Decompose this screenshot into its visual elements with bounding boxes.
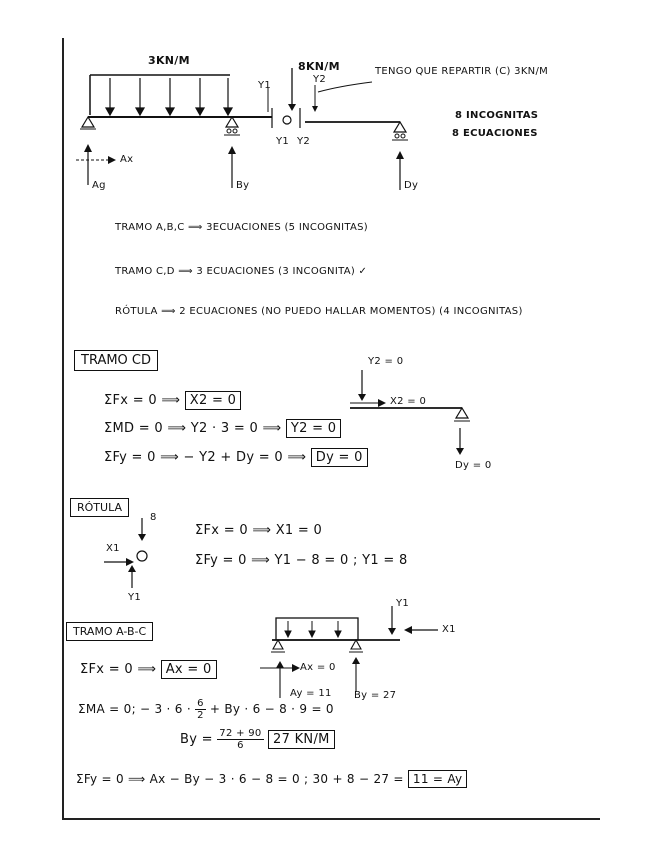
fig-cd-dy: Dy = 0 <box>455 460 492 471</box>
tramo-abc-eq1-box: Ax = 0 <box>161 660 217 679</box>
y2-bottom-label: Y2 <box>297 136 311 147</box>
fig-abc-ax: Ax = 0 <box>300 662 336 673</box>
ax-label: Ax <box>120 154 134 165</box>
fig-abc-by: By = 27 <box>354 690 397 701</box>
tramo-abc-eq2-frac-den: 2 <box>197 710 204 721</box>
line-tramo-cd: TRAMO C,D ⟹ 3 ECUACIONES (3 INCOGNITA) ✓ <box>115 266 368 277</box>
tramo-cd-title: TRAMO CD <box>74 350 158 371</box>
tramo-abc-eq2 <box>78 698 334 721</box>
fig-rotula-8: 8 <box>150 512 157 523</box>
tramo-cd-eq1-text: ΣFx = 0 ⟹ <box>104 393 181 408</box>
tramo-abc-eq3-box: 27 KN/M <box>268 730 335 749</box>
tramo-abc-eq1 <box>80 662 217 677</box>
tramo-cd-eq1-box: X2 = 0 <box>185 391 241 410</box>
tramo-cd-eq3-box: Dy = 0 <box>311 448 368 467</box>
tramo-abc-eq3 <box>180 728 335 751</box>
summary-equations: 8 ECUACIONES <box>452 128 538 139</box>
tramo-abc-eq4-text: ΣFy = 0 ⟹ Ax − By − 3 · 6 − 8 = 0 ; 30 + 8 − 27 = <box>76 772 404 786</box>
y2-top-label: Y2 <box>313 74 327 85</box>
fig-cd-x2: X2 = 0 <box>390 396 427 407</box>
by-label: By <box>236 180 250 191</box>
fig-abc-y1: Y1 <box>396 598 410 609</box>
rotula-eq2: ΣFy = 0 ⟹ Y1 − 8 = 0 ; Y1 = 8 <box>195 553 408 568</box>
dy-label: Dy <box>404 180 419 191</box>
fig-abc-x1: X1 <box>442 624 456 635</box>
ag-label: Ag <box>92 180 106 191</box>
tramo-cd-eq3-text: ΣFy = 0 ⟹ − Y2 + Dy = 0 ⟹ <box>104 450 307 465</box>
tramo-abc-eq3-fraction <box>217 728 263 751</box>
rotula-title: RÓTULA <box>70 498 129 517</box>
y1-top-label: Y1 <box>258 80 272 91</box>
tramo-abc-eq4 <box>76 772 467 786</box>
tramo-abc-eq3-frac-den: 6 <box>237 740 244 751</box>
fig-rotula-x1: X1 <box>106 543 120 554</box>
load-right-label: 8KN/M <box>298 60 340 73</box>
tramo-abc-eq4-box: 11 = Ay <box>408 770 468 788</box>
tramo-abc-eq1-text: ΣFx = 0 ⟹ <box>80 662 157 677</box>
fig-rotula-y1: Y1 <box>128 592 142 603</box>
load-left-label: 3KN/M <box>148 54 190 67</box>
tramo-abc-eq2-frac-num: 6 <box>197 698 204 709</box>
tramo-cd-eq2-text: ΣMD = 0 ⟹ Y2 · 3 = 0 ⟹ <box>104 421 282 436</box>
line-rotula: RÓTULA ⟹ 2 ECUACIONES (NO PUEDO HALLAR MOMENTOS) (4 INCOGNITAS) <box>115 306 523 317</box>
tramo-abc-eq2-fraction <box>195 698 206 721</box>
fig-cd-y2: Y2 = 0 <box>368 356 404 367</box>
fig-abc-ay: Ay = 11 <box>290 688 332 699</box>
tramo-abc-eq2-text-a: ΣMA = 0; − 3 · 6 · <box>78 702 191 716</box>
line-tramo-abc: TRAMO A,B,C ⟹ 3ECUACIONES (5 INCOGNITAS) <box>115 222 369 233</box>
rotula-eq1: ΣFx = 0 ⟹ X1 = 0 <box>195 523 323 538</box>
y1-bottom-label: Y1 <box>276 136 290 147</box>
tramo-abc-eq2-text-b: + By · 6 − 8 · 9 = 0 <box>209 702 334 716</box>
tramo-abc-title: TRAMO A-B-C <box>66 622 153 641</box>
load-note: TENGO QUE REPARTIR (C) 3KN/M <box>375 66 549 77</box>
tramo-abc-eq3-frac-num: 72 + 90 <box>219 728 262 739</box>
summary-unknowns: 8 INCOGNITAS <box>455 110 539 121</box>
tramo-cd-eq2-box: Y2 = 0 <box>286 419 341 438</box>
tramo-abc-eq3-text: By = <box>180 732 213 747</box>
